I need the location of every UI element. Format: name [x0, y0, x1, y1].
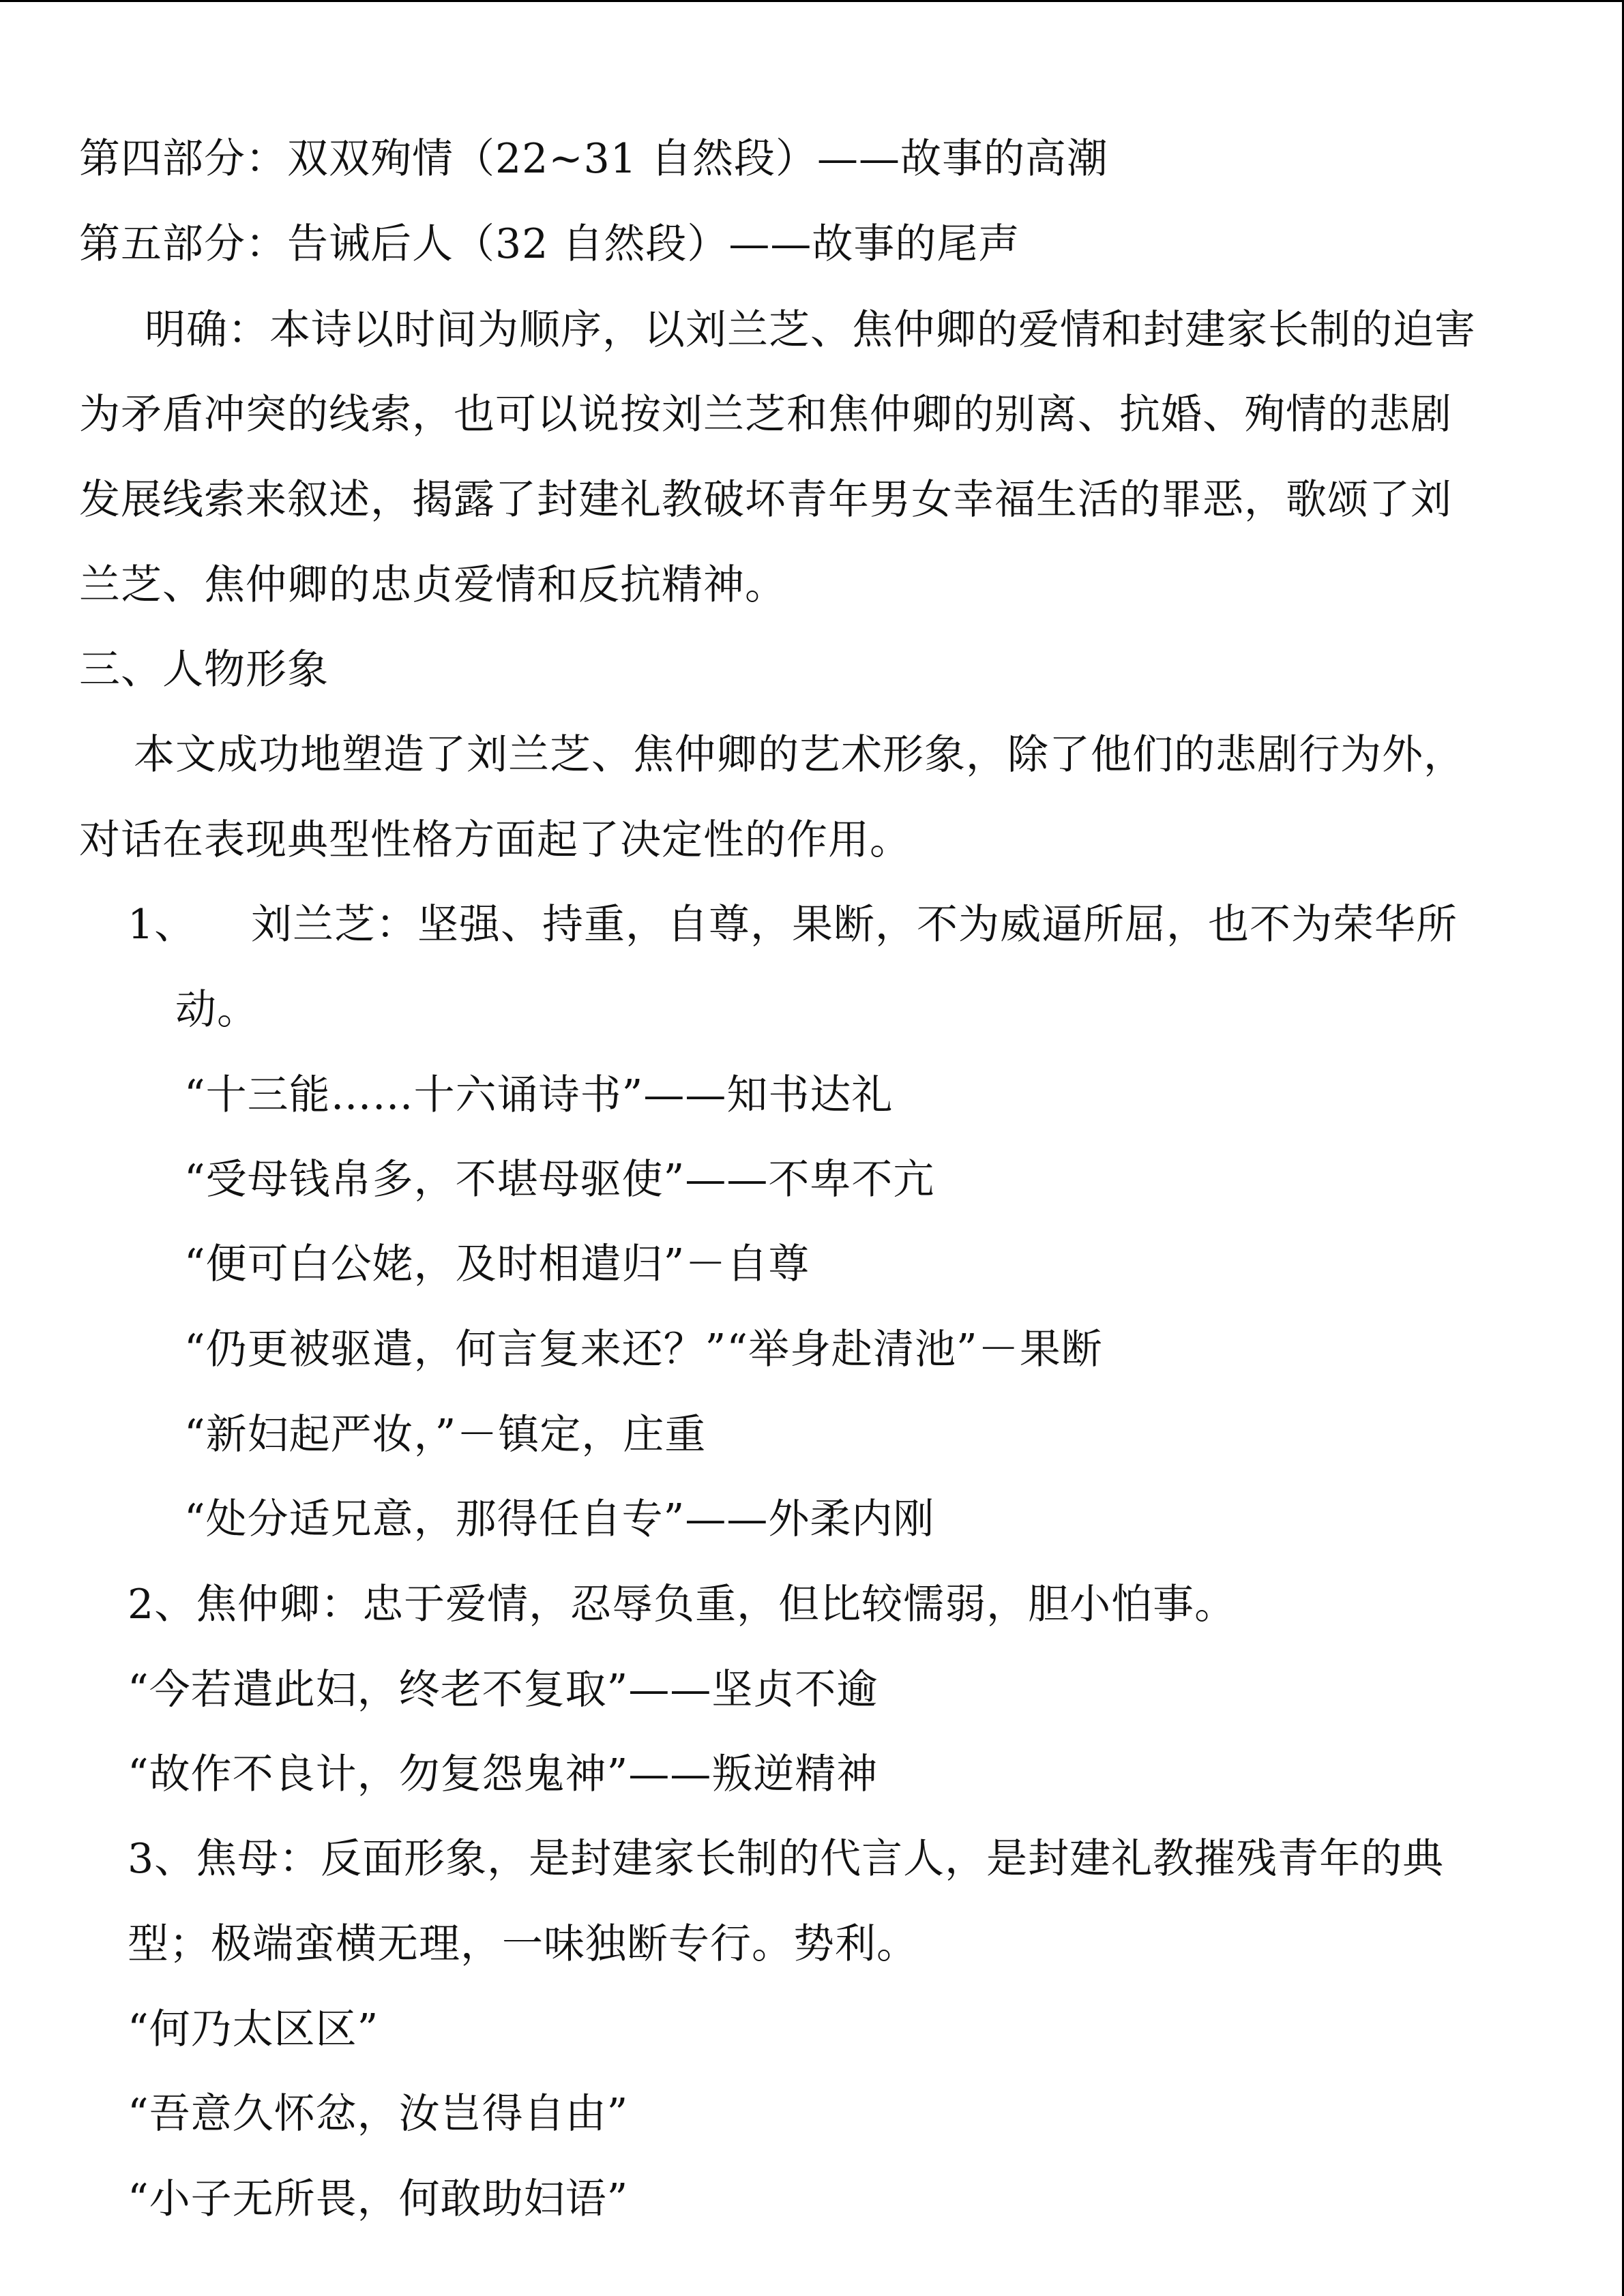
character-3-quote: “吾意久怀忿，汝岂得自由” — [128, 2090, 629, 2138]
character-2-desc: 2、焦仲卿：忠于爱情，忍辱负重，但比较懦弱，胆小怕事。 — [128, 1581, 1237, 1628]
character-3-desc-line-2: 型；极端蛮横无理，一味独断专行。势利。 — [128, 1920, 918, 1968]
character-1-quote: “处分适兄意，那得任自专”——外柔内刚 — [184, 1495, 935, 1543]
character-1-quote: “十三能……十六诵诗书”——知书达礼 — [184, 1071, 894, 1119]
summary-line-4: 兰芝、焦仲卿的忠贞爱情和反抗精神。 — [79, 561, 786, 609]
outline-part-4: 第四部分：双双殉情（22~31 自然段）——故事的高潮 — [79, 135, 1109, 183]
section-heading-characters: 三、人物形象 — [79, 646, 329, 694]
character-3-quote: “何乃太区区” — [128, 2006, 379, 2053]
character-1-desc-line-1: 刘兰芝：坚强、持重，自尊，果断，不为威逼所屈，也不为荣华所 — [251, 901, 1458, 949]
character-1-quote: “仍更被驱遣，何言复来还？”“举身赴清池”－果断 — [184, 1326, 1103, 1373]
characters-intro-line-2: 对话在表现典型性格方面起了决定性的作用。 — [79, 816, 911, 864]
top-border-rule — [0, 0, 1624, 2]
character-1-desc-line-2: 动。 — [175, 986, 259, 1034]
summary-line-3: 发展线索来叙述，揭露了封建礼教破坏青年男女幸福生活的罪恶，歌颂了刘 — [79, 476, 1452, 524]
character-1-quote: “便可白公姥，及时相遣归”－自尊 — [184, 1240, 810, 1288]
character-1-quote: “新妇起严妆，”－镇定，庄重 — [184, 1411, 707, 1459]
character-1-number: 1、 — [128, 901, 196, 949]
summary-line-2: 为矛盾冲突的线索，也可以说按刘兰芝和焦仲卿的别离、抗婚、殉情的悲剧 — [79, 391, 1452, 438]
character-3-desc-line-1: 3、焦母：反面形象，是封建家长制的代言人，是封建礼教摧残青年的典 — [128, 1835, 1445, 1883]
outline-part-5: 第五部分：告诫后人（32 自然段）——故事的尾声 — [79, 220, 1020, 268]
characters-intro-line-1: 本文成功地塑造了刘兰芝、焦仲卿的艺术形象，除了他们的悲剧行为外， — [134, 731, 1465, 779]
character-1-quote: “受母钱帛多，不堪母驱使”——不卑不亢 — [184, 1156, 935, 1204]
summary-line-1: 明确：本诗以时间为顺序，以刘兰芝、焦仲卿的爱情和封建家长制的迫害 — [145, 306, 1476, 354]
character-2-quote: “故作不良计，勿复怨鬼神”——叛逆精神 — [128, 1750, 879, 1798]
character-2-quote: “今若遣此妇，终老不复取”——坚贞不逾 — [128, 1666, 879, 1714]
character-3-quote: “小子无所畏，何敢助妇语” — [128, 2175, 629, 2223]
